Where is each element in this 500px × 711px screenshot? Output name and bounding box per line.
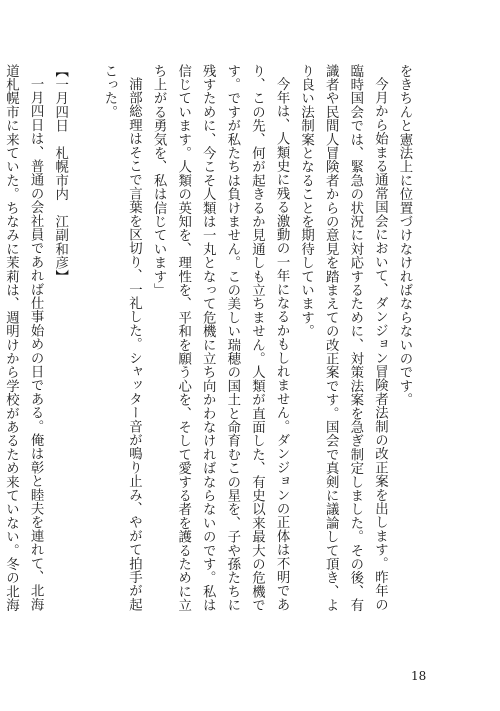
paragraph-continuation: をきちんと憲法上に位置づけなければならないのです。 (397, 64, 412, 407)
page-number: 18 (411, 669, 427, 683)
paragraph-sapporo: 一月四日は、普通の会社員であれば仕事始めの日である。俺は彰と睦夫を連れて、北海道札幌市に来ていた。ちなみに茉莉は、週明けから学校があるため来ていない。冬の北海 (3, 64, 44, 612)
paragraph-speech: 今年は、人類史に残る激動の一年になるかもしれません。ダンジョンの正体は不明であり、この先、何が起きるか見通しも立ちません。人類が直面した、有史以来最大の危機です。ですが私たちは負けません。この美しい瑞穂の国土と命育むこの星を、子や孫たちに残すために、今こそ人類は一丸となって危機に立ち向かわなければならないのです。私は信じています。人類の英知を、理性を、平和を願う心を、そして愛する者を護るために立ち上がる勇気を、私は信じています」 (151, 64, 290, 612)
vertical-text-body (3, 64, 416, 624)
paragraph-diet-session: 今月から始まる通常国会において、ダンジョン冒険者法制の改正案を出します。昨年の臨時国会では、緊急の状況に対応するために、対策法案を急ぎ制定しました。その後、有識者や民間人冒険者からの意見を踏まえての改正案です。国会で真剣に議論して頂き、より良い法制案となることを期待しています。 (298, 64, 388, 612)
paragraph-applause: 浦部総理はそこで言葉を区切り、一礼した。シャッター音が鳴り止み、やがて拍手が起こった。 (101, 64, 142, 612)
section-heading: 【一月四日 札幌市内 江副和彦】 (52, 64, 68, 284)
